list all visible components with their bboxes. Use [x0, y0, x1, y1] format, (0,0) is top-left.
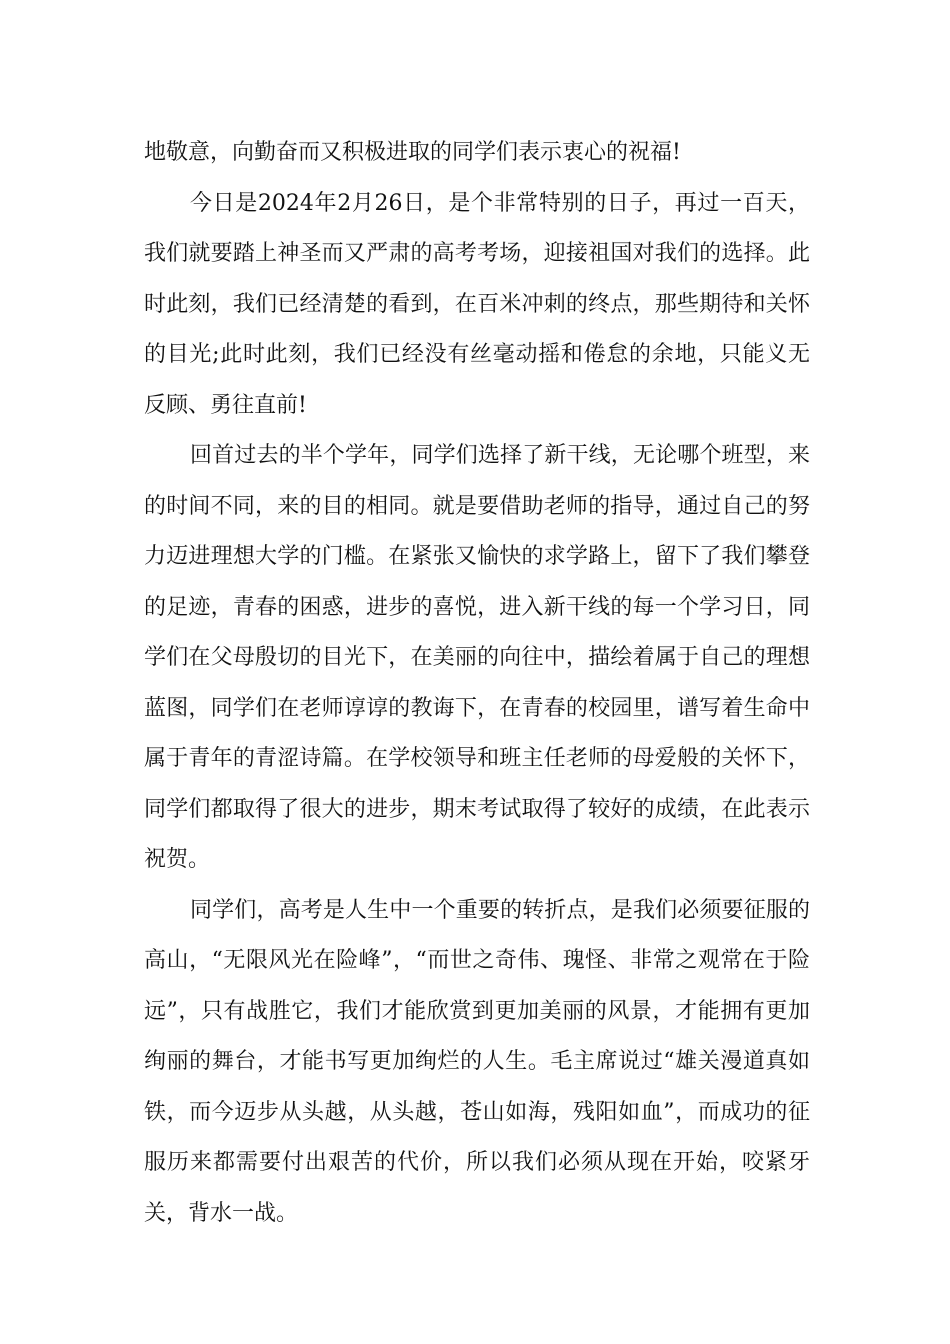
paragraph-date: 今日是2024年2月26日，是个非常特别的日子，再过一百天，我们就要踏上神圣而又严肃的高考考场，迎接祖国对我们的选择。此时此刻，我们已经清楚的看到，在百米冲刺的终点，那些期待和关怀的目光;此时此刻，我们已经没有丝毫动摇和倦怠的余地，只能义无反顾、勇往直前! [144, 190, 810, 418]
paragraph-exam: 同学们，高考是人生中一个重要的转折点，是我们必须要征服的高山，“无限风光在险峰”，“而世之奇伟、瑰怪、非常之观常在于险远”，只有战胜它，我们才能欣赏到更加美丽的风景，才能拥有更加绚丽的舞台，才能书写更加绚烂的人生。毛主席说过“雄关漫道真如铁，而今迈步从头越，从头越，苍山如海，残阳如血”，而成功的征服历来都需要付出艰苦的代价，所以我们必须从现在开始，咬紧牙关，背水一战。 [144, 897, 810, 1226]
document-body [144, 128, 810, 1239]
paragraph-continuation: 地敬意，向勤奋而又积极进取的同学们表示衷心的祝福! [144, 140, 681, 165]
paragraph-review: 回首过去的半个学年，同学们选择了新干线，无论哪个班型，来的时间不同，来的目的相同。就是要借助老师的指导，通过自己的努力迈进理想大学的门槛。在紧张又愉快的求学路上，留下了我们攀登的足迹，青春的困惑，进步的喜悦，进入新干线的每一个学习日，同学们在父母殷切的目光下，在美丽的向往中，描绘着属于自己的理想蓝图，同学们在老师谆谆的教诲下，在青春的校园里，谱写着生命中属于青年的青涩诗篇。在学校领导和班主任老师的母爱般的关怀下，同学们都取得了很大的进步，期末考试取得了较好的成绩，在此表示祝贺。 [144, 443, 810, 872]
